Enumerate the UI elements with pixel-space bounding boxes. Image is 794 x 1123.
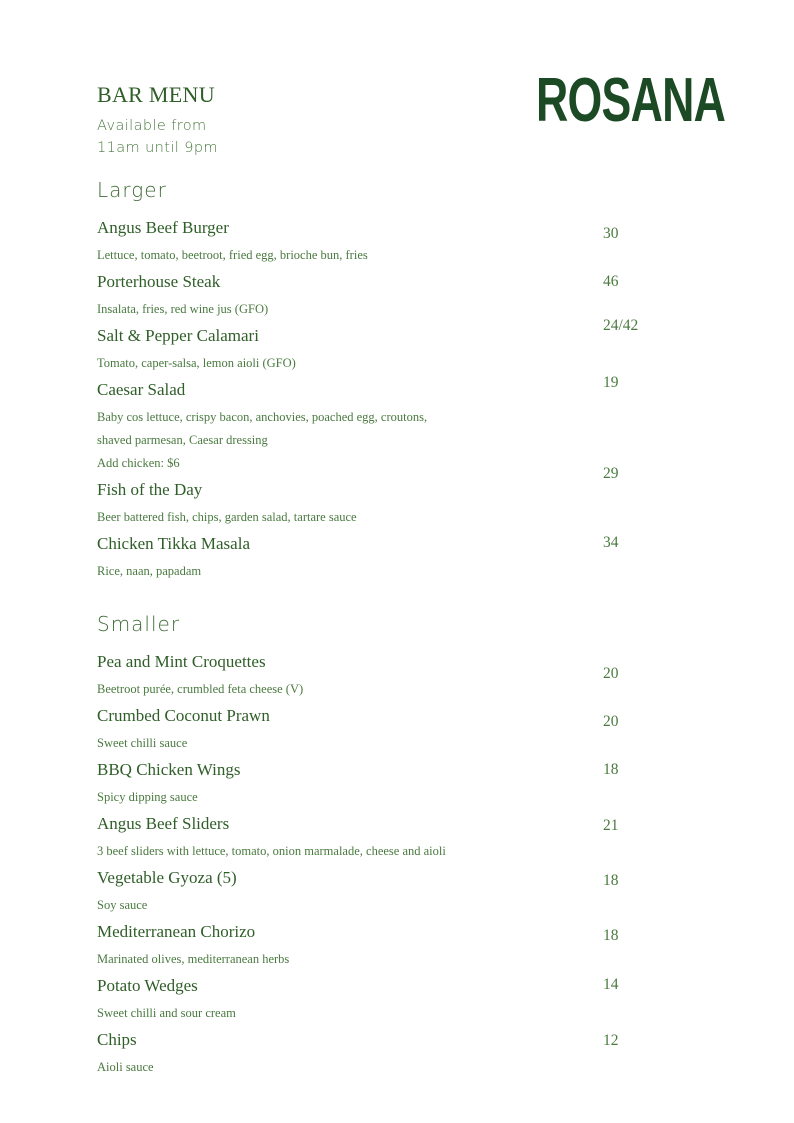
section-heading-smaller: Smaller [97, 612, 181, 636]
menu-item-description: Beer battered fish, chips, garden salad, tartare sauce [97, 510, 357, 524]
menu-item-price: 20 [603, 665, 619, 682]
menu-item-description: Beetroot purée, crumbled feta cheese (V) [97, 682, 304, 696]
menu-item-name: Pea and Mint Croquettes [97, 652, 266, 671]
menu-item-price: 24/42 [603, 317, 639, 334]
menu-item-description: Sweet chilli sauce [97, 736, 188, 750]
menu-item-name: Angus Beef Sliders [97, 814, 230, 833]
menu-item-description: Baby cos lettuce, crispy bacon, anchovies, poached egg, croutons, [97, 410, 428, 424]
availability-text [97, 115, 218, 159]
menu-item-price: 18 [603, 761, 619, 778]
menu-item-name: Caesar Salad [97, 380, 186, 399]
menu-item-price: 12 [603, 1032, 619, 1049]
menu-item-description: 3 beef sliders with lettuce, tomato, onion marmalade, cheese and aioli [97, 844, 446, 858]
menu-item-price: 29 [603, 465, 619, 482]
menu-item-name: Vegetable Gyoza (5) [97, 868, 237, 887]
menu-item-description: Insalata, fries, red wine jus (GFO) [97, 302, 269, 316]
menu-item-price: 18 [603, 927, 619, 944]
menu-item-description: Soy sauce [97, 898, 148, 912]
menu-item-price: 21 [603, 817, 619, 834]
rosana-logo: ROSANA [536, 66, 726, 135]
menu-item-price: 18 [603, 872, 619, 889]
menu-item-description: Rice, naan, papadam [97, 564, 202, 578]
menu-item-name: Potato Wedges [97, 976, 198, 995]
section-heading-larger: Larger [97, 178, 167, 202]
menu-item-description: Tomato, caper-salsa, lemon aioli (GFO) [97, 356, 296, 370]
menu-item-name: Fish of the Day [97, 480, 203, 499]
menu-item-price: 30 [603, 225, 619, 242]
menu-item-name: Angus Beef Burger [97, 218, 229, 237]
menu-item-description: Sweet chilli and sour cream [97, 1006, 236, 1020]
menu-item-price: 20 [603, 713, 619, 730]
menu-item-name: Salt & Pepper Calamari [97, 326, 259, 345]
menu-item-name: Porterhouse Steak [97, 272, 221, 291]
menu-item-name: Crumbed Coconut Prawn [97, 706, 270, 725]
menu-item-description: Lettuce, tomato, beetroot, fried egg, brioche bun, fries [97, 248, 368, 262]
menu-item-name: BBQ Chicken Wings [97, 760, 241, 779]
availability-line: 11am until 9pm [97, 140, 218, 156]
menu-item-price: 19 [603, 374, 619, 391]
menu-item-description: shaved parmesan, Caesar dressing [97, 433, 268, 447]
menu-item-description: Aioli sauce [97, 1060, 154, 1074]
menu-item-addon: Add chicken: $6 [97, 456, 180, 470]
menu-item-description: Marinated olives, mediterranean herbs [97, 952, 290, 966]
menu-item-price: 34 [603, 534, 619, 551]
menu-item-name: Chips [97, 1030, 137, 1049]
menu-item-name: Chicken Tikka Masala [97, 534, 250, 553]
page-title: BAR MENU [97, 82, 215, 107]
availability-line: Available from [97, 118, 207, 134]
menu-item-name: Mediterranean Chorizo [97, 922, 256, 941]
menu-item-description: Spicy dipping sauce [97, 790, 198, 804]
menu-item-price: 14 [603, 976, 619, 993]
menu-item-price: 46 [603, 273, 619, 290]
